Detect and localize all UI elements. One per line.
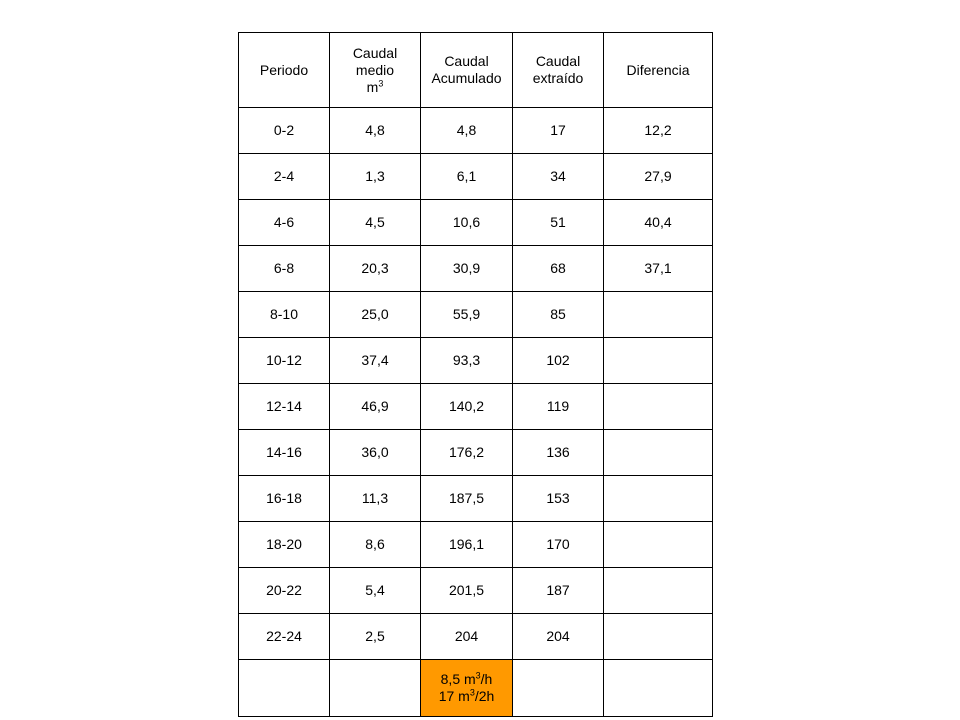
footer-empty-cell [330,660,421,717]
cell-diferencia [604,338,713,384]
cell-periodo: 20-22 [239,568,330,614]
cell-acumulado: 196,1 [421,522,513,568]
cell-periodo: 6-8 [239,246,330,292]
cell-acumulado: 187,5 [421,476,513,522]
table-row [239,108,713,154]
cell-acumulado: 6,1 [421,154,513,200]
cell-diferencia [604,430,713,476]
cell-extraido: 51 [513,200,604,246]
cell-acumulado: 55,9 [421,292,513,338]
table-row [239,338,713,384]
table-row [239,292,713,338]
cell-acumulado: 176,2 [421,430,513,476]
cell-diferencia [604,384,713,430]
cell-diferencia [604,568,713,614]
table-row [239,568,713,614]
cell-medio: 37,4 [330,338,421,384]
cell-diferencia [604,614,713,660]
cell-acumulado: 4,8 [421,108,513,154]
header-periodo: Periodo [239,33,330,108]
cell-diferencia: 12,2 [604,108,713,154]
cell-extraido: 170 [513,522,604,568]
header-caudal-acumulado: Caudal Acumulado [421,33,513,108]
cell-medio: 36,0 [330,430,421,476]
cell-medio: 1,3 [330,154,421,200]
table-row [239,614,713,660]
cell-diferencia [604,476,713,522]
cell-periodo: 4-6 [239,200,330,246]
cell-periodo: 14-16 [239,430,330,476]
cell-extraido: 34 [513,154,604,200]
table-row [239,522,713,568]
cell-extraido: 17 [513,108,604,154]
cell-diferencia: 37,1 [604,246,713,292]
cell-medio: 8,6 [330,522,421,568]
header-caudal-extraido: Caudal extraído [513,33,604,108]
cell-acumulado: 10,6 [421,200,513,246]
footer-row [239,660,713,717]
cell-medio: 4,8 [330,108,421,154]
footer-highlight-cell: 8,5 $m^3/h$ 17 $m^3/2h$ [421,660,513,717]
cell-periodo: 22-24 [239,614,330,660]
cell-periodo: 2-4 [239,154,330,200]
cell-extraido: 187 [513,568,604,614]
flow-table [238,32,713,717]
footer-empty-cell [604,660,713,717]
cell-diferencia: 40,4 [604,200,713,246]
header-diferencia: Diferencia [604,33,713,108]
cell-periodo: 0-2 [239,108,330,154]
cell-extraido: 204 [513,614,604,660]
cell-medio: 4,5 [330,200,421,246]
cell-diferencia [604,522,713,568]
cell-periodo: 16-18 [239,476,330,522]
cell-periodo: 18-20 [239,522,330,568]
table-row [239,200,713,246]
table-row [239,246,713,292]
table-row [239,384,713,430]
cell-periodo: 10-12 [239,338,330,384]
cell-extraido: 136 [513,430,604,476]
cell-extraido: 119 [513,384,604,430]
footer-empty-cell [513,660,604,717]
cell-medio: 2,5 [330,614,421,660]
footer-empty-cell [239,660,330,717]
table-row [239,476,713,522]
cell-medio: 20,3 [330,246,421,292]
cell-acumulado: 140,2 [421,384,513,430]
cell-medio: 46,9 [330,384,421,430]
cell-periodo: 12-14 [239,384,330,430]
cell-medio: 11,3 [330,476,421,522]
cell-extraido: 102 [513,338,604,384]
cell-extraido: 153 [513,476,604,522]
cell-extraido: 68 [513,246,604,292]
cell-medio: 5,4 [330,568,421,614]
header-row [239,33,713,108]
cell-acumulado: 201,5 [421,568,513,614]
cell-diferencia [604,292,713,338]
cell-medio: 25,0 [330,292,421,338]
cell-acumulado: 204 [421,614,513,660]
cell-diferencia: 27,9 [604,154,713,200]
cell-acumulado: 93,3 [421,338,513,384]
cell-extraido: 85 [513,292,604,338]
cell-acumulado: 30,9 [421,246,513,292]
cell-periodo: 8-10 [239,292,330,338]
table-row [239,430,713,476]
table-row [239,154,713,200]
header-caudal-medio: Caudal medio $m^3$ [330,33,421,108]
